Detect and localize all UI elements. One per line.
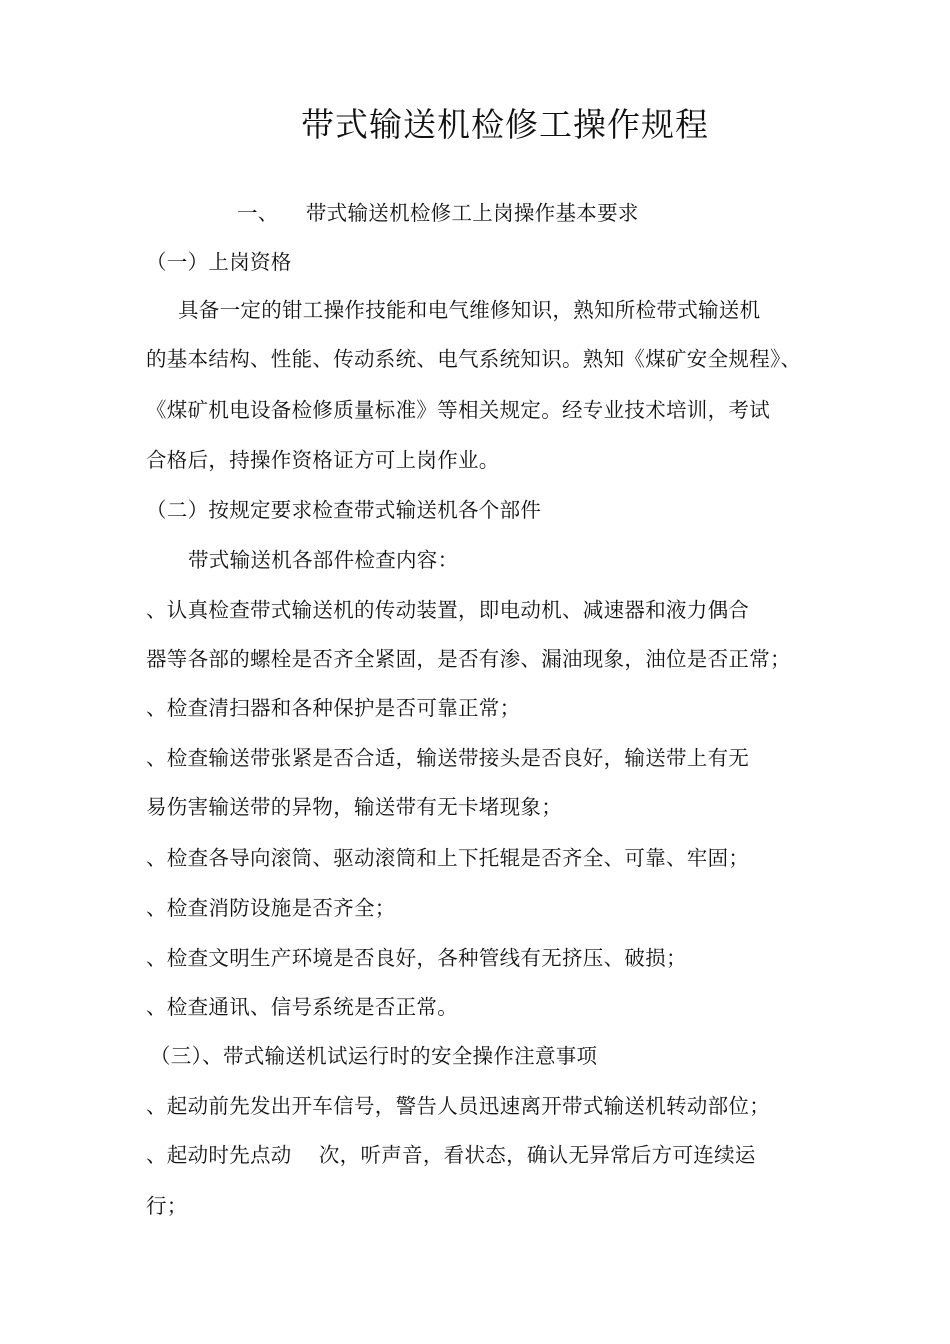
list-item: 、检查输送带张紧是否合适，输送带接头是否良好，输送带上有无 [146,746,750,770]
subsection-heading: （二）按规定要求检查带式输送机各个部件 [146,498,542,522]
subsection-heading: （三）、带式输送机试运行时的安全操作注意事项 [150,1044,598,1068]
list-item: 行； [146,1194,188,1218]
section-heading: 一、 带式输送机检修工上岗操作基本要求 [237,201,639,225]
list-item: 、检查消防设施是否齐全； [146,896,396,920]
paragraph-line: 的基本结构、性能、传动系统、电气系统知识。熟知《煤矿安全规程》、 [146,347,802,371]
paragraph-line: 《煤矿机电设备检修质量标准》等相关规定。经专业技术培训，考试 [146,398,770,422]
list-item: 、检查通讯、信号系统是否正常。 [146,995,458,1019]
list-item: 易伤害输送带的异物，输送带有无卡堵现象； [146,795,562,819]
list-item: 、认真检查带式输送机的传动装置，即电动机、减速器和液力偶合 [146,598,750,622]
list-item: 、起动前先发出开车信号，警告人员迅速离开带式输送机转动部位； [146,1094,770,1118]
document-title: 带式输送机检修工操作规程 [301,105,709,144]
paragraph-line: 合格后，持操作资格证方可上岗作业。 [146,448,500,472]
list-item: 器等各部的螺栓是否齐全紧固，是否有渗、漏油现象，油位是否正常； [146,647,791,671]
list-item: 、起动时先点动 次，听声音，看状态，确认无异常后方可连续运 [146,1143,756,1167]
list-item: 、检查清扫器和各种保护是否可靠正常； [146,696,521,720]
list-item: 、检查文明生产环境是否良好，各种管线有无挤压、破损； [146,946,687,970]
paragraph-line: 带式输送机各部件检查内容： [188,548,459,572]
paragraph-line: 具备一定的钳工操作技能和电气维修知识，熟知所检带式输送机 [178,298,761,322]
subsection-heading: （一）上岗资格 [146,250,292,274]
list-item: 、检查各导向滚筒、驱动滚筒和上下托辊是否齐全、可靠、牢固； [146,846,750,870]
